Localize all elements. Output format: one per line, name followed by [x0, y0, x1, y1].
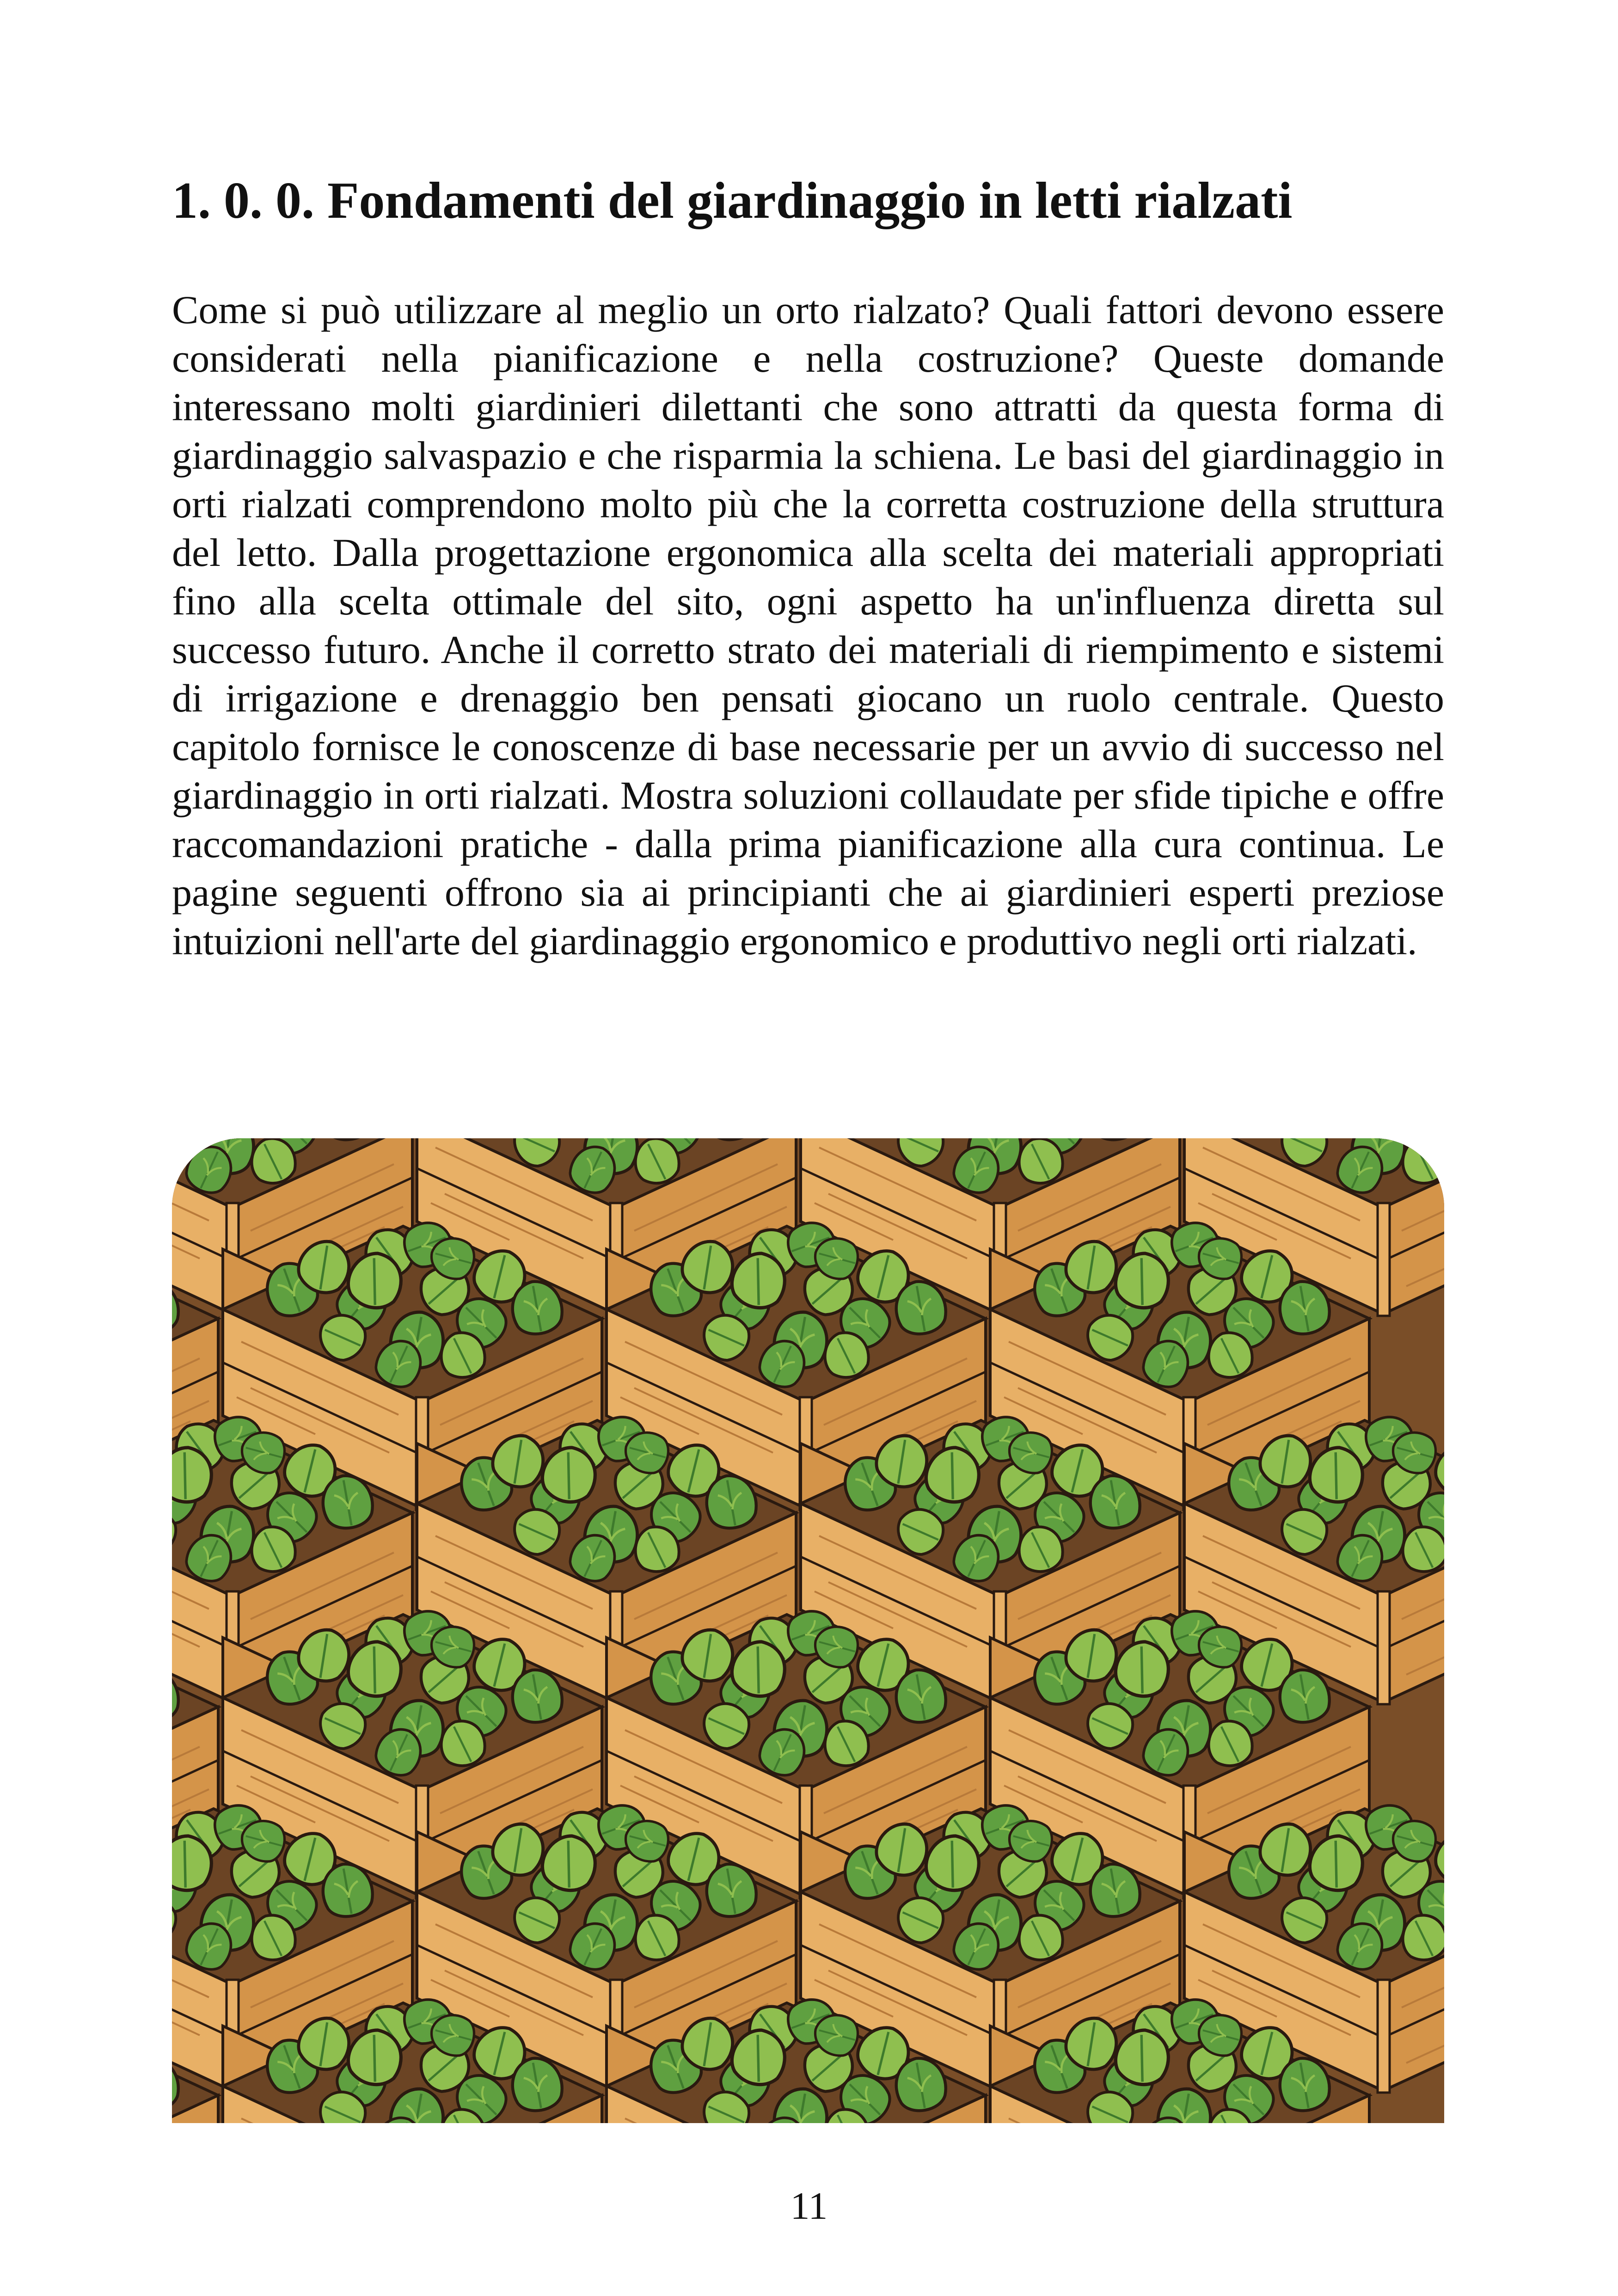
chapter-intro-paragraph: Come si può utilizzare al meglio un orto rialzato? Quali fattori devono essere considerati nella pianificazione e nella costruzione? Queste domande interessano molti giardinieri dilettanti che sono attratti da questa forma di giardinaggio salvaspazio e che risparmia la schiena. Le basi del giardinaggio in orti rialzati comprendono molto più che la corretta costruzione della struttura del letto. Dalla progettazione ergonomica alla scelta dei materiali appropriati fino alla scelta ottimale del sito, ogni aspetto ha un'influenza diretta sul successo futuro. Anche il corretto strato dei materiali di riempimento e sistemi di irrigazione e drenaggio ben pensati giocano un ruolo centrale. Questo capitolo fornisce le conoscenze di base necessarie per un avvio di successo nel giardinaggio in orti rialzati. Mostra soluzioni collaudate per sfide tipiche e offre raccomandazioni pratiche - dalla prima pianificazione alla cura continua. Le pagine seguenti offrono sia ai principianti che ai giardinieri esperti preziose intuizioni nell'arte del giardinaggio ergonomico e produttivo negli orti rialzati.	[172, 288, 1444, 963]
raised-beds-drawing	[172, 1138, 1444, 2123]
raised-beds-illustration	[172, 1138, 1444, 2123]
chapter-heading: 1. 0. 0. Fondamenti del giardinaggio in letti rialzati	[172, 172, 1293, 229]
page-number: 11	[790, 2185, 828, 2228]
